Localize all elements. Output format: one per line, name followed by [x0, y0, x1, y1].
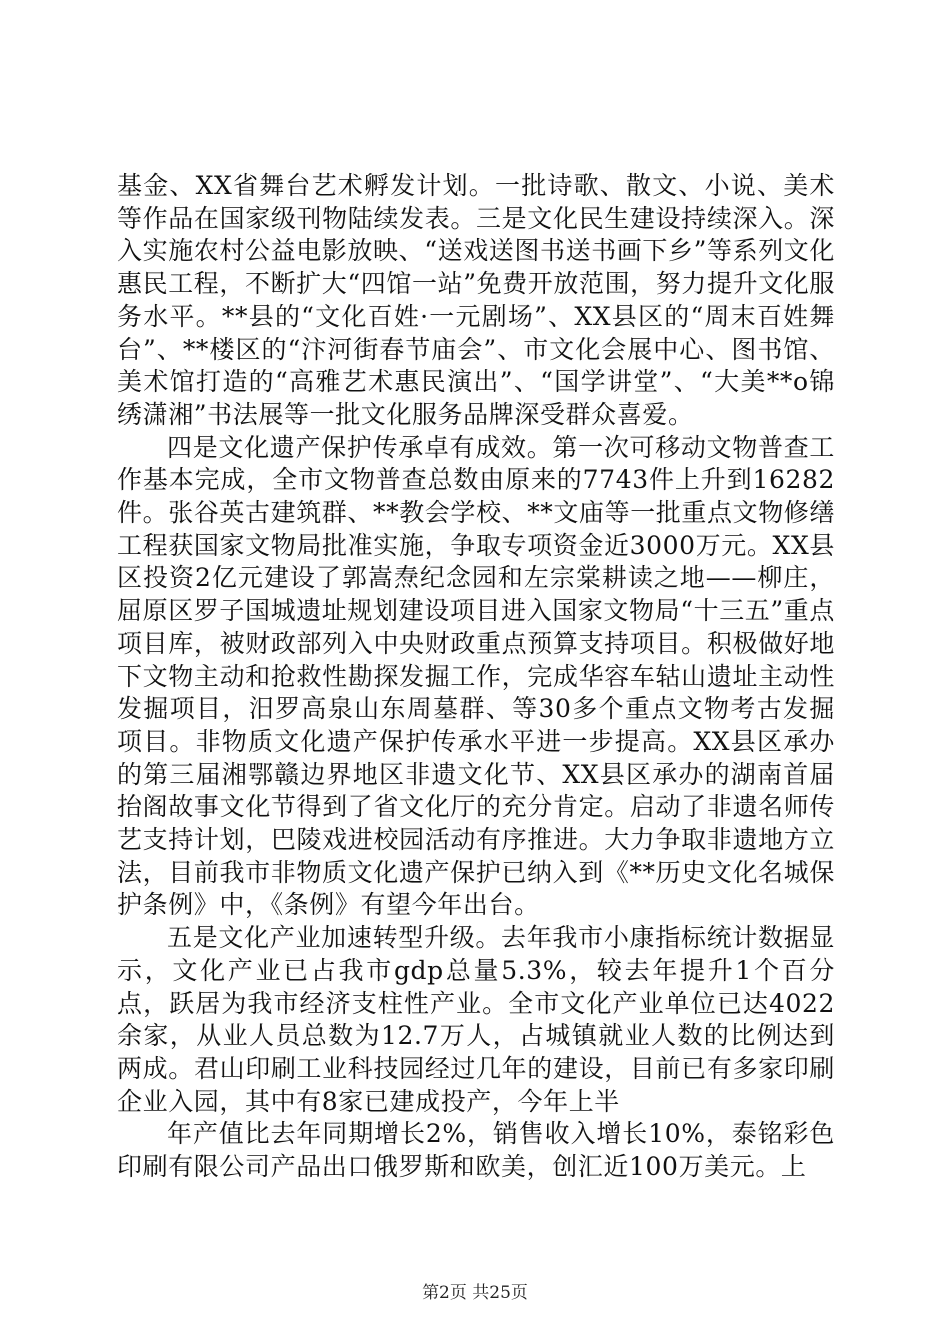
paragraph: 五是文化产业加速转型升级。去年我市小康指标统计数据显示，文化产业已占我市gdp总量5.3%，较去年提升1个百分点，跃居为我市经济支柱性产业。全市文化产业单位已达4022余家，从业人员总数为12.7万人，占城镇就业人数的比例达到两成。君山印刷工业科技园经过几年的建设，目前已有多家印刷企业入园，其中有8家已建成投产，今年上半	[117, 923, 835, 1116]
page-footer: 第2页 共25页	[422, 1283, 528, 1303]
paragraph: 四是文化遗产保护传承卓有成效。第一次可移动文物普查工作基本完成，全市文物普查总数由原来的7743件上升到16282件。张谷英古建筑群、**教会学校、**文庙等一批重点文物修缮工程获国家文物局批准实施，争取专项资金近3000万元。XX县区投资2亿元建设了郭嵩焘纪念园和左宗棠耕读之地——柳庄，屈原区罗子国城遗址规划建设项目进入国家文物局“十三五”重点项目库，被财政部列入中央财政重点预算支持项目。积极做好地下文物主动和抢救性勘探发掘工作，完成华容车轱山遗址主动性发掘项目，汨罗高泉山东周墓群、等30多个重点文物考古发掘项目。非物质文化遗产保护传承水平进一步提高。XX县区承办的第三届湘鄂赣边界地区非遗文化节、XX县区承办的湖南首届抬阁故事文化节得到了省文化厅的充分肯定。启动了非遗名师传艺支持计划，巴陵戏进校园活动有序推进。大力争取非遗地方立法，目前我市非物质文化遗产保护已纳入到《**历史文化名城保护条例》中，《条例》有望今年出台。	[117, 432, 836, 920]
body-text	[117, 170, 835, 1184]
paragraph: 基金、XX省舞台艺术孵发计划。一批诗歌、散文、小说、美术等作品在国家级刊物陆续发表。三是文化民生建设持续深入。深入实施农村公益电影放映、“送戏送图书送书画下乡”等系列文化惠民工程，不断扩大“四馆一站”免费开放范围，努力提升文化服务水平。**县的“文化百姓·一元剧场”、XX县区的“周末百姓舞台”、**楼区的“汴河街春节庙会”、市文化会展中心、图书馆、美术馆打造的“高雅艺术惠民演出”、“国学讲堂”、“大美**o锦绣潇湘”书法展等一批文化服务品牌深受群众喜爱。	[117, 171, 835, 429]
paragraph: 年产值比去年同期增长2%，销售收入增长10%，泰铭彩色印刷有限公司产品出口俄罗斯和欧美，创汇近100万美元。上	[117, 1119, 835, 1182]
